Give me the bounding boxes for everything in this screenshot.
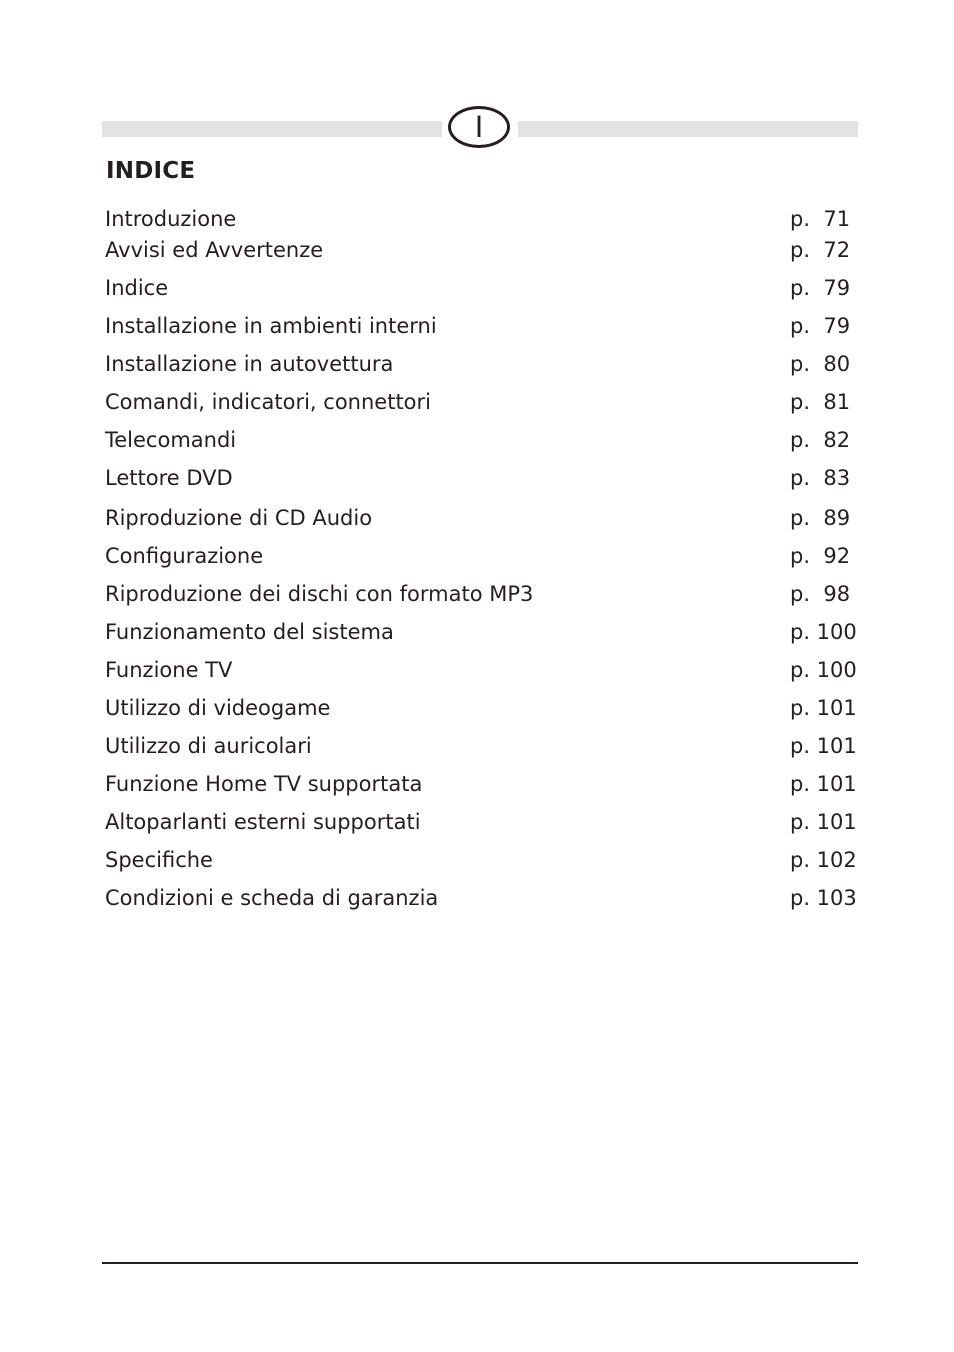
toc-entry: [105, 425, 857, 455]
toc-entry-page: p. 101: [790, 810, 857, 834]
toc-entry-title: Riproduzione dei dischi con formato MP3: [105, 582, 534, 606]
toc-entry: [105, 883, 857, 913]
toc-entry: [105, 273, 857, 303]
toc-entry-title: Installazione in autovettura: [105, 352, 394, 376]
toc-entry-title: Lettore DVD: [105, 466, 233, 490]
toc-entry: [105, 617, 857, 647]
toc-entry-page: p. 79: [790, 276, 851, 300]
toc-entry-page: p. 82: [790, 428, 851, 452]
toc-entry: [105, 349, 857, 379]
page-title: INDICE: [106, 158, 196, 184]
toc-entry-page: p. 101: [790, 772, 857, 796]
toc-entry: [105, 541, 857, 571]
toc-entry-page: p. 101: [790, 696, 857, 720]
toc-entry-page: p. 79: [790, 314, 851, 338]
toc-entry-title: Avvisi ed Avvertenze: [105, 238, 324, 262]
toc-entry: [105, 731, 857, 761]
toc-entry-title: Altoparlanti esterni supportati: [105, 810, 421, 834]
toc-entry: [105, 579, 857, 609]
toc-entry-page: p. 98: [790, 582, 851, 606]
toc-entry-page: p. 72: [790, 238, 851, 262]
toc-entry: [105, 845, 857, 875]
toc-entry-page: p. 81: [790, 390, 851, 414]
toc-entry-title: Specifiche: [105, 848, 213, 872]
toc-entry-title: Riproduzione di CD Audio: [105, 506, 373, 530]
toc-entry-title: Installazione in ambienti interni: [105, 314, 437, 338]
toc-entry: [105, 311, 857, 341]
toc-entry-title: Introduzione: [105, 207, 237, 231]
toc-entry-title: Utilizzo di auricolari: [105, 734, 312, 758]
toc-entry-title: Telecomandi: [105, 428, 237, 452]
toc-entry-page: p. 80: [790, 352, 851, 376]
toc-entry-title: Configurazione: [105, 544, 264, 568]
toc-entry-page: p. 102: [790, 848, 857, 872]
toc-entry-page: p. 101: [790, 734, 857, 758]
toc-entry-page: p. 100: [790, 620, 857, 644]
language-badge: I: [448, 106, 510, 148]
footer-rule: [102, 1262, 858, 1264]
toc-entry-title: Comandi, indicatori, connettori: [105, 390, 432, 414]
toc-entry-page: p. 100: [790, 658, 857, 682]
toc-entry-title: Utilizzo di videogame: [105, 696, 331, 720]
toc-entry: [105, 387, 857, 417]
toc-entry-title: Funzionamento del sistema: [105, 620, 394, 644]
toc-entry-page: p. 71: [790, 207, 851, 231]
toc-entry-page: p. 92: [790, 544, 851, 568]
toc-entry: [105, 693, 857, 723]
toc-entry-page: p. 89: [790, 506, 851, 530]
toc-entry: [105, 807, 857, 837]
toc-entry-title: Funzione Home TV supportata: [105, 772, 423, 796]
toc-entry: [105, 463, 857, 493]
toc-entry: [105, 204, 857, 234]
toc-entry-page: p. 103: [790, 886, 857, 910]
toc-entry: [105, 235, 857, 265]
toc-entry-title: Funzione TV: [105, 658, 233, 682]
toc-entry: [105, 769, 857, 799]
toc-entry: [105, 655, 857, 685]
toc-entry-title: Indice: [105, 276, 169, 300]
toc-entry-page: p. 83: [790, 466, 851, 490]
toc-entry: [105, 503, 857, 533]
toc-entry-title: Condizioni e scheda di garanzia: [105, 886, 439, 910]
